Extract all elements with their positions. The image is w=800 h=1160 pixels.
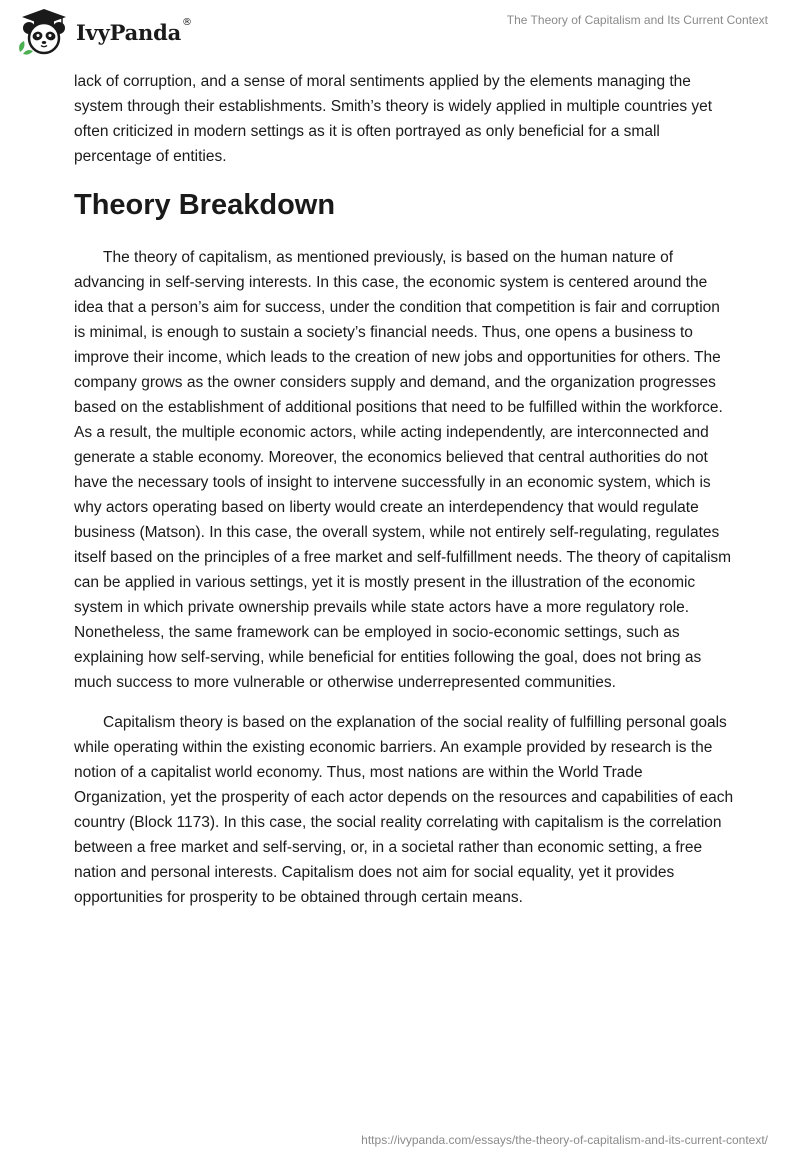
ivypanda-logo[interactable] <box>14 6 192 56</box>
intro-paragraph: lack of corruption, and a sense of moral sentiments applied by the elements managing the system through their establishments. Smith’s theory is widely applied in multiple countries yet often criticized in modern settings as it is often portrayed as only beneficial for a small percentage of entities. <box>74 73 713 165</box>
registered-mark: ® <box>182 16 193 28</box>
running-title: The Theory of Capitalism and Its Current Context <box>506 13 768 27</box>
panda-graduate-icon <box>14 6 72 56</box>
logo-wordmark: IvyPanda <box>76 19 182 45</box>
article-body <box>74 69 734 910</box>
section-heading: Theory Breakdown <box>74 189 336 221</box>
body-paragraph-1: The theory of capitalism, as mentioned previously, is based on the human nature of advancing in self-serving interests. In this case, the economic system is centered around the idea that a person’s aim for success, under the condition that competition is fair and corruption is minimal, is enough to sustain a society’s financial needs. Thus, one opens a business to improve their income, which leads to the creation of new jobs and opportunities for others. The company grows as the owner considers supply and demand, and the organization progresses based on the establishment of additional positions that need to be fulfilled within the workforce. As a result, the multiple economic actors, while acting independently, are interconnected and generate a stable economy. Moreover, the economics believed that central authorities do not have the necessary tools of insight to intervene successfully in an economic system, which is why actors operating based on liberty would create an interdependency that would regulate business (Matson). In this case, the overall system, while not entirely self-regulating, regulates itself based on the principles of a free market and self-fulfillment needs. The theory of capitalism can be applied in various settings, yet it is mostly present in the illustration of the economic system in which private ownership prevails while state actors have a more regulatory role. Nonetheless, the same framework can be employed in socio-economic settings, such as explaining how self-serving, while beneficial for entities following the goal, does not bring as much success to more vulnerable or otherwise underrepresented communities. <box>74 249 732 691</box>
body-paragraph-2: Capitalism theory is based on the explanation of the social reality of fulfilling personal goals while operating within the existing economic barriers. An example provided by research is the notion of a capitalist world economy. Thus, most nations are within the World Trade Organization, yet the prosperity of each actor depends on the resources and capabilities of each country (Block 1173). In this case, the social reality correlating with capitalism is the correlation between a free market and self-serving, or, in a societal rather than economic setting, a free nation and personal interests. Capitalism does not aim for social equality, yet it provides opportunities for prosperity to be obtained through certain means. <box>74 714 734 906</box>
page-header <box>0 0 800 64</box>
source-url[interactable]: https://ivypanda.com/essays/the-theory-of-capitalism-and-its-current-context/ <box>361 1133 768 1147</box>
